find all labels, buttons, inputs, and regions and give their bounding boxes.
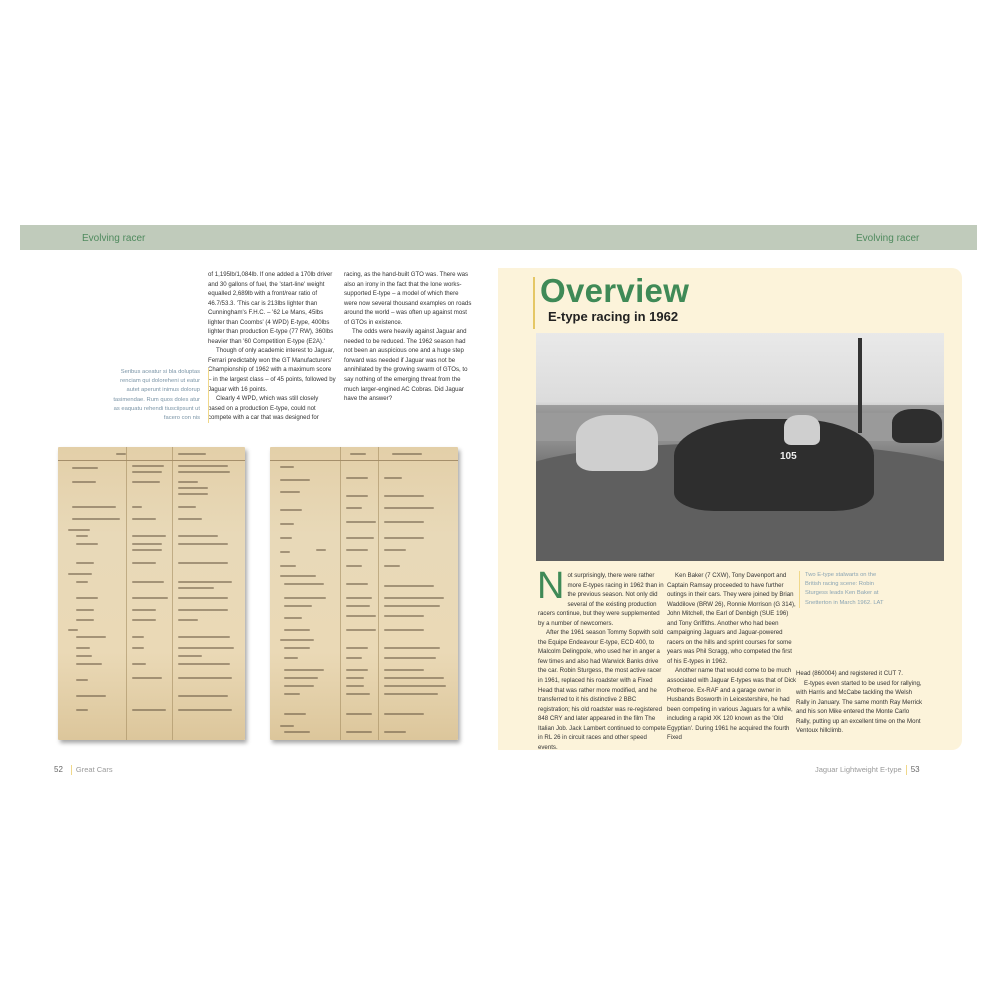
overview-title: Overview (540, 272, 690, 309)
section-title-right: Evolving racer (856, 233, 920, 244)
page-number-right: 53 (910, 765, 920, 775)
paragraph: racing, as the hand-built GTO was. There was also an irony in the fact that the lone works-supported E-type – a model of which there were now several thousand examples on roads around the world – was often up against most of GTOs in existence. (344, 271, 472, 326)
footer-divider (906, 765, 907, 775)
spec-sheet-image-1 (58, 447, 245, 740)
book-title-left: Great Cars (75, 765, 113, 775)
footer-divider (71, 765, 72, 775)
overview-subtitle: E-type racing in 1962 (548, 309, 679, 324)
drop-cap: N (537, 565, 565, 607)
side-note: Seribus aceatur si bla doluptas renciam qui doloreheni ut eatur autet aperunt inimus dolorup tasimendae. Rum quos doles atur as eaquatu rehendi tiusciipsunt ut facero con nis (112, 368, 209, 423)
car-number: 105 (780, 451, 797, 462)
left-page-column-1 (208, 270, 336, 423)
right-page-column-1 (537, 565, 666, 752)
paragraph: Though of only academic interest to Jaguar, Ferrari predictably won the GT Manufacturers' Championship of 1962 with a maximum score – in the largest class – of 45 points, followed by Jaguar with 16 points. (208, 347, 336, 393)
left-page-column-2 (344, 270, 472, 404)
right-page-column-2 (667, 571, 797, 743)
paragraph: Clearly 4 WPD, which was still closely based on a production E-type, could not compete with a car that was designed for (208, 395, 319, 422)
footer-left (54, 765, 113, 775)
paragraph: E-types even started to be used for rallying, with Harris and McCabe tackling the Welsh Rally in January. The same month Ray Merrick and his son Mike entered the Monte Carlo Rally, putting up an excellent time on the Mont Ventoux hillclimb. (796, 679, 923, 735)
page-number-left: 52 (54, 765, 63, 775)
title-accent-bar (533, 277, 535, 329)
paragraph: of 1,195lb/1,084lb. If one added a 170lb driver and 30 gallons of fuel, the 'start-line' weight equalled 2,689lb with a front/rear ratio of 46.7/53.3. 'This car is 213lbs lighter than Cunningham's F.H.C. – '62 Le Mans, 45lbs lighter than Coombs' (4 WPD) E-type, 400lbs lighter than production E-type (77 RW), 360lbs heavier than '60 Competition E-type (E2A).' (208, 271, 334, 345)
right-page-column-3 (796, 669, 924, 736)
photo-caption: Two E-type stalwarts on the British racing scene: Robin Sturgess leads Ken Baker at Snetterton in March 1962. LAT (799, 571, 893, 608)
spec-sheet-image-2 (270, 447, 458, 740)
race-photo (536, 333, 944, 561)
paragraph: The odds were heavily against Jaguar and needed to be reduced. The 1962 season had not been an auspicious one and a huge step forward was needed if Jaguar was not be annihilated by the growing swarm of GTOs, to say nothing of the emerging threat from the much larger-engined AC Cobras. Did Jaguar have the answer? (344, 328, 468, 403)
book-title-right: Jaguar Lightweight E-type (815, 765, 902, 775)
paragraph: After the 1961 season Tommy Sopwith sold the Equipe Endeavour E-type, ECD 400, to Malcolm Delingpole, who used her in anger a few times and also had Warwick Banks drive the car. Robin Sturgess, the most active racer in 1961, replaced his roadster with a Fixed Head that was rather more modified, and he transferred to it his distinctive 2 BBC registration; his old roadster was re-registered 848 CRY and later appeared in the film The Italian Job. Jack Lambert continued to compete in RL 26 in circuit races and other speed events. (538, 629, 666, 751)
footer-right (815, 765, 920, 775)
paragraph: Head (860004) and registered it CUT 7. (796, 670, 903, 677)
paragraph: Ken Baker (7 CXW), Tony Davenport and Captain Ramsay proceeded to have further outings in their cars. They were joined by Brian Waddilove (BRW 26), Ronnie Morrison (G 314), John Mitchell, the Earl of Denbigh (SUE 196) and Tony Griffiths. Another who had been campaigning Jaguars and Jaguar-powered racers on the hills and sprint courses for some years was Phil Scragg, who competed the first of his E-types in 1962. (667, 572, 796, 665)
section-header-band (20, 225, 977, 250)
paragraph: Another name that would come to be much associated with Jaguar E-types was that of Dick Protheroe. Ex-RAF and a garage owner in Husbands Bosworth in Leicestershire, he had been competing in various Jaguars for a while, including a rapid XK 120 known as the 'Old Egyptian'. During 1961 he acquired the fourth Fixed (667, 667, 797, 742)
paragraph: ot surprisingly, there were rather more E-types racing in 1962 than in the previous season. Not only did several of the existing production racers continue, but they were supplemented by a number of newcomers. (538, 572, 664, 627)
section-title-left: Evolving racer (82, 233, 146, 244)
